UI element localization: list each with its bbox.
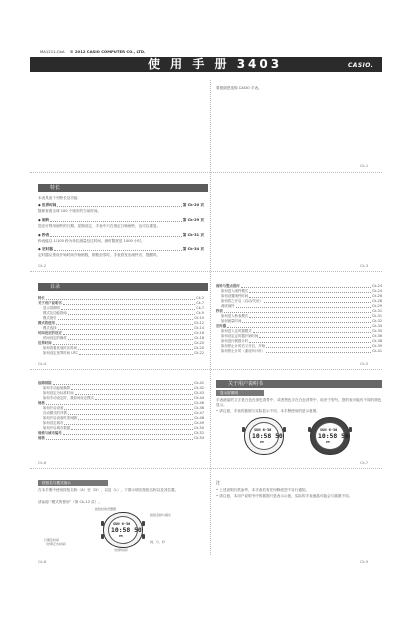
toc-leader	[56, 321, 193, 325]
toc-row	[38, 436, 204, 441]
toc-leader	[249, 339, 371, 343]
copyright-text: © 2012 CASIO COMPUTER CO., LTD.	[69, 49, 146, 54]
guide-label: 闹、分、秒	[150, 540, 166, 544]
watch-lcd-main: 10:58 50	[111, 526, 142, 534]
toc-title: 如何设定世界时间 UTC	[43, 351, 78, 355]
toc-leader	[75, 391, 194, 395]
toc-page: Ck-10	[194, 316, 204, 320]
watch-illustration	[310, 417, 350, 455]
about-heading: 关于用户说明书	[216, 380, 382, 388]
toc-title: 关于用户说明书	[38, 301, 62, 305]
watch-lcd-bottom: PM	[119, 534, 123, 538]
feature-row	[38, 203, 204, 208]
button-c-icon	[142, 534, 145, 539]
feature-page: 第 Ck-29 页	[182, 218, 204, 222]
page-number: Ck-5	[360, 362, 369, 366]
watch-lcd-main: 10:58 50	[318, 432, 349, 440]
button-d-icon	[142, 521, 145, 526]
guide-text: 在本手册中使用按钮名称（A）至（D），以及（L），下图示明各按钮名称以及其位置。	[38, 488, 179, 492]
watch-illustration	[244, 417, 284, 455]
page-number: Ck-9	[360, 560, 369, 564]
toc-page: Ck-36	[372, 334, 382, 338]
guide-label: 按钮时的设置图	[95, 507, 117, 511]
header-code	[40, 49, 145, 54]
toc-title: 如何设定城市	[43, 421, 64, 425]
toc-leader	[63, 331, 193, 335]
guide-label: （世界时间）	[112, 548, 131, 552]
toc-title: 如何进入秒表模式	[221, 314, 249, 318]
feature-desc: 定时器从预设开始时间开始倒数，倒数至零时，手表将发出闹铃音，提醒时。	[38, 253, 161, 257]
features-heading: 特长	[38, 184, 208, 192]
toc-page: Ck-24	[372, 289, 382, 293]
toc-title: 如何手动设定时，我如何设定模式	[43, 396, 94, 400]
toc-page: Ck-26	[372, 294, 382, 298]
toc-leader	[236, 304, 372, 308]
toc-leader	[63, 301, 196, 305]
watch-lcd-top: SUN 6-30	[320, 428, 338, 432]
toc-page: Ck-41	[372, 349, 382, 353]
toc-leader	[71, 426, 193, 430]
feature-desc: 您还可利用闹铃的日期、星期设定，手表中只在指定日响闹铃，也可以重复。	[38, 224, 161, 228]
guide-label: （世界正式时间）	[44, 542, 69, 546]
toc-page: Ck-18	[194, 336, 204, 340]
toc-title: 如何手动起始换算	[43, 386, 71, 390]
toc-leader	[264, 299, 371, 303]
toc-page: Ck-16	[194, 331, 204, 335]
toc-title: 闹铃与整点报时	[216, 284, 240, 288]
toc-row	[216, 349, 382, 354]
page-number: Ck-6	[38, 461, 47, 465]
page-number: Ck-4	[38, 362, 47, 366]
toc-title: 模式指引	[43, 316, 57, 320]
toc-leader	[68, 311, 196, 315]
toc-leader	[53, 381, 194, 385]
toc-page: Ck-47	[194, 411, 204, 415]
toc-leader	[266, 344, 371, 348]
toc-title: 如何进行倒数计时	[221, 339, 249, 343]
feature-desc: 随即查看全球 100 个城市的当前时间。	[38, 209, 102, 213]
toc-title: 如何停止计时（重设所计时）	[221, 349, 266, 353]
row-divider-1	[30, 172, 382, 173]
toc-title: 自动模式的详情	[43, 411, 67, 415]
guide-label: 日期及时间	[44, 538, 60, 542]
toc-leader	[266, 349, 371, 353]
toc-leader	[227, 324, 371, 328]
toc-page: Ck-49	[194, 421, 204, 425]
toc-leader	[53, 341, 194, 345]
feature-name: ◆ 定时器	[38, 247, 53, 251]
toc-leader	[242, 319, 371, 323]
toc-title: 时间设定的设定	[38, 331, 62, 335]
toc-leader	[46, 436, 193, 440]
toc-page: Ck-29	[372, 304, 382, 308]
guide-label: 按钮名称与模式	[150, 513, 172, 517]
brand-logo: CASIO.	[348, 62, 374, 69]
toc-page: Ck-22	[194, 351, 204, 355]
toc-leader	[68, 336, 193, 340]
watch-lcd-bottom: PM	[260, 440, 264, 444]
toc-leader	[71, 386, 193, 390]
guide-heading: 按钮名与模式指示	[38, 480, 108, 486]
toc-title: 模式的使用	[38, 321, 55, 325]
toc-leader	[58, 316, 194, 320]
toc-title: 如何开启城市数据	[43, 426, 71, 430]
toc-title: 如何开启设备时差间隔	[43, 416, 77, 420]
toc-page: Ck-44	[194, 396, 204, 400]
toc-leader	[249, 289, 371, 293]
toc-title: 规格	[38, 436, 45, 440]
toc-page: Ck-42	[194, 381, 204, 385]
page-number: Ck-1	[360, 164, 369, 168]
about-subheading: 显示屏照明	[216, 390, 264, 396]
toc-leader	[249, 314, 371, 318]
toc-heading: 目录	[38, 283, 208, 291]
note-line: • 请注意，本用户说明书中的插图只是表示示意，实际的手表液晶可能会与插图不同。	[216, 494, 353, 498]
watch-lcd-top: SUN 6-30	[113, 522, 131, 526]
row-divider-2	[30, 271, 382, 272]
toc-title: 如何开启设备	[43, 406, 64, 410]
toc-page: Ck-20	[194, 346, 204, 350]
page-number: Ck-2	[38, 264, 47, 268]
toc-page: Ck-54	[194, 436, 204, 440]
column-divider	[210, 80, 211, 555]
row-divider-4	[30, 468, 382, 469]
page-number: Ck-7	[360, 461, 369, 465]
toc-page: Ck-50	[194, 426, 204, 430]
toc-leader	[46, 401, 193, 405]
toc-page: Ck-46	[194, 406, 204, 410]
toc-page: Ck-24	[372, 284, 382, 288]
toc-page: Ck-2	[196, 296, 204, 300]
about-note: • 请注意，手表的插图与实际显示不同，本手册使用的是示意图。	[216, 409, 320, 413]
toc-leader	[253, 329, 372, 333]
feature-row	[38, 218, 204, 223]
watch-lcd-main: 10:58 50	[252, 432, 283, 440]
toc-page: Ck-12	[194, 321, 204, 325]
feature-page: 第 Ck-31 页	[182, 233, 204, 237]
toc-leader	[249, 294, 371, 298]
toc-leader	[79, 351, 193, 355]
toc-title: 如何进入闹铃模式	[221, 289, 249, 293]
guide-reference: 请参阅 "模式的使用"（第 Ck-12 页）。	[38, 500, 102, 504]
toc-page: Ck-48	[194, 416, 204, 420]
toc-page: Ck-9	[196, 311, 204, 315]
toc-title: 显示屏照明	[43, 306, 60, 310]
toc-title: 模式及功能指南	[43, 311, 67, 315]
toc-leader	[64, 421, 193, 425]
feature-name: ◆ 秒表	[38, 233, 50, 237]
watch-lcd-bottom: PM	[326, 440, 330, 444]
toc-title: 故障排除	[38, 381, 52, 385]
toc-page: Ck-39	[372, 344, 382, 348]
toc-title: 如何设定为标准时间	[43, 391, 74, 395]
toc-page: Ck-20	[194, 341, 204, 345]
toc-leader	[46, 296, 196, 300]
note-line: • 上述说明仅供参考，本手表若有任何修改恕不另行通知。	[216, 488, 310, 492]
toc-page: Ck-43	[194, 391, 204, 395]
page-number: Ck-8	[38, 560, 47, 564]
toc-leader	[259, 334, 371, 338]
toc-page: Ck-32	[372, 319, 382, 323]
toc-page: Ck-28	[372, 299, 382, 303]
toc-leader	[78, 346, 193, 350]
toc-title: 规格与城市编号	[38, 431, 62, 435]
toc-leader	[58, 326, 194, 330]
feature-name: ◆ 闹铃	[38, 218, 50, 222]
feature-desc: 秒表能以 1/100 秒为单位测量经过时间，测时限度是 1000 小时。	[38, 239, 145, 243]
notes-heading: 注	[216, 480, 220, 485]
features-intro: 本表具备下列特长及功能：	[38, 196, 82, 200]
button-b-icon	[101, 534, 104, 539]
toc-title: 如何将之开启（启动/关闭）	[221, 299, 263, 303]
feature-page: 第 Ck-20 页	[182, 203, 204, 207]
toc-title: 世界时间	[38, 341, 52, 345]
toc-row	[38, 351, 204, 356]
page-title: 使 用 手 册 3403	[148, 57, 283, 71]
toc-title: 如何进入定时器模式	[221, 329, 252, 333]
toc-page: Ck-31	[372, 309, 382, 313]
toc-title: 如何停止计时后又开启，开始	[221, 344, 266, 348]
toc-leader	[95, 396, 193, 400]
row-divider-3	[30, 369, 382, 370]
toc-leader	[68, 411, 193, 415]
toc-title: 如何查看其他时区时间	[43, 346, 77, 350]
toc-title: 如何设定定时器开始时间	[221, 334, 259, 338]
toc-title: 如何测量时间	[221, 319, 242, 323]
button-a-icon	[101, 521, 104, 526]
toc-page: Ck-46	[194, 401, 204, 405]
about-text: 手表液晶的文字是白色在深色背景中，或者黑色字在白色背景中，取决于型号。您的表可能有不同的颜色显示。	[216, 398, 382, 408]
page-number: Ck-3	[360, 264, 369, 268]
feature-page: 第 Ck-34 页	[182, 247, 204, 251]
toc-leader	[61, 306, 195, 310]
toc-leader	[224, 309, 371, 313]
toc-leader	[78, 416, 193, 420]
toc-title: 秒表	[216, 309, 223, 313]
watch-lcd-top: SUN 6-30	[254, 428, 272, 432]
manual-code: MA1211-CbA	[40, 49, 65, 54]
toc-page: Ck-34	[372, 324, 382, 328]
toc-page: Ck-14	[194, 326, 204, 330]
intro-text: 要感谢您选购 CASIO 手表。	[216, 86, 262, 90]
toc-leader	[63, 431, 193, 435]
toc-page: Ck-42	[194, 386, 204, 390]
toc-page: Ck-31	[372, 314, 382, 318]
toc-title: 规格	[38, 401, 45, 405]
toc-page: Ck-52	[194, 431, 204, 435]
watch-illustration	[103, 512, 143, 548]
toc-leader	[64, 406, 193, 410]
toc-page: Ck-38	[372, 339, 382, 343]
toc-leader	[241, 284, 371, 288]
toc-title: 测试闹铃	[221, 304, 235, 308]
toc-page: Ck-35	[372, 329, 382, 333]
toc-title: 时间设定的操作	[43, 336, 67, 340]
toc-title: 定时器	[216, 324, 227, 328]
toc-page: Ck-7	[196, 301, 204, 305]
feature-row	[38, 233, 204, 238]
toc-title: 如何设置闹铃时间	[221, 294, 249, 298]
toc-title: 模式选择	[43, 326, 57, 330]
feature-name: ◆ 世界时间	[38, 203, 57, 207]
feature-row	[38, 247, 204, 252]
toc-page: Ck-7	[196, 306, 204, 310]
toc-title: 特长	[38, 296, 45, 300]
